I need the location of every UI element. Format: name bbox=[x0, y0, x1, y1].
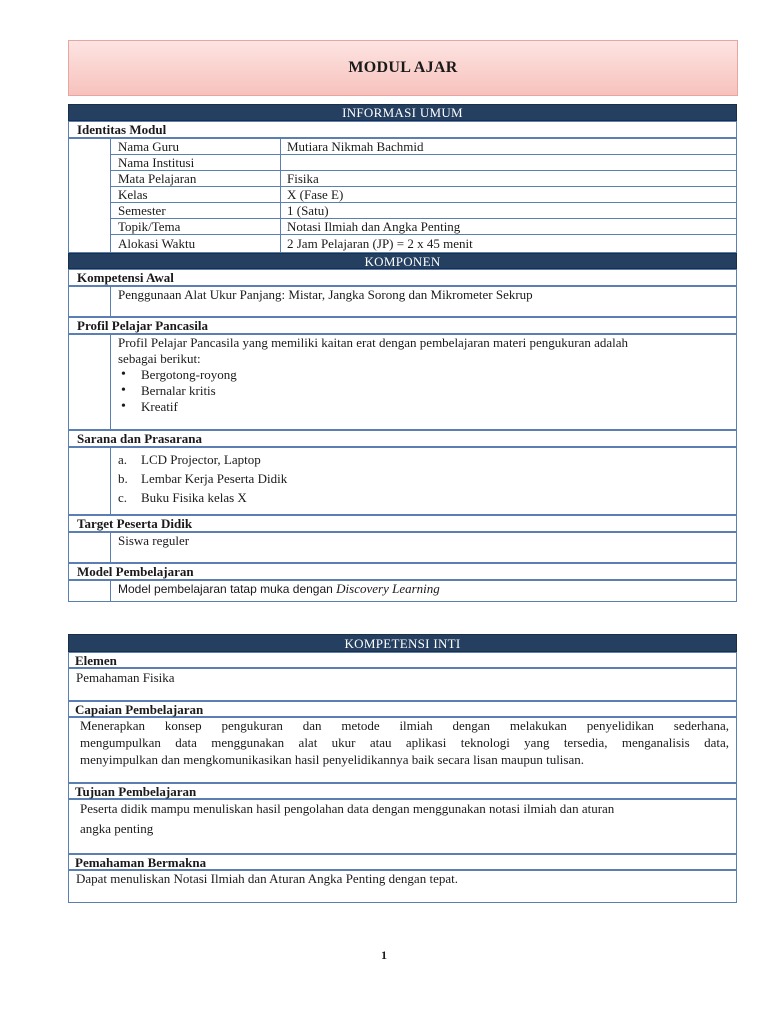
kompetensi-inti-header: KOMPETENSI INTI bbox=[68, 634, 737, 652]
row-value-cell bbox=[280, 202, 737, 219]
profil-item: • Bergotong-royong bbox=[111, 367, 237, 383]
row-value-kelas: X (Fase E) bbox=[287, 187, 344, 202]
pemahaman-label: Pemahaman Bermakna bbox=[68, 854, 737, 870]
model-text-italic: Discovery Learning bbox=[336, 581, 440, 596]
row-value-topik: Notasi Ilmiah dan Angka Penting bbox=[287, 219, 461, 234]
row-value-cell bbox=[280, 186, 737, 203]
row-value-alokasi-waktu: 2 Jam Pelajaran (JP) = 2 x 45 menit bbox=[287, 236, 473, 251]
profil-item: • Kreatif bbox=[111, 399, 237, 415]
profil-intro-line1: Profil Pelajar Pancasila yang memiliki kaitan erat dengan pembelajaran materi pengukuran adalah bbox=[118, 335, 629, 350]
model-label: Model Pembelajaran bbox=[68, 563, 737, 580]
profil-content bbox=[110, 334, 737, 430]
row-label-cell bbox=[110, 154, 281, 171]
capaian-label: Capaian Pembelajaran bbox=[68, 701, 737, 717]
capaian-content bbox=[68, 717, 737, 783]
identitas-indent-column bbox=[68, 138, 111, 253]
sarana-content bbox=[110, 447, 737, 515]
kompetensi-awal-text: Penggunaan Alat Ukur Panjang: Mistar, Jangka Sorong dan Mikrometer Sekrup bbox=[118, 287, 533, 302]
elemen-label: Elemen bbox=[68, 652, 737, 668]
row-label-cell bbox=[110, 186, 281, 203]
tujuan-line2: angka penting bbox=[80, 821, 154, 836]
row-value-mata-pelajaran: Fisika bbox=[287, 171, 319, 186]
komponen-header: KOMPONEN bbox=[68, 253, 737, 269]
elemen-text: Pemahaman Fisika bbox=[76, 670, 175, 685]
row-value-cell bbox=[280, 234, 737, 253]
sarana-item: Buku Fisika kelas X bbox=[141, 490, 247, 505]
row-value-cell bbox=[280, 154, 737, 171]
tujuan-label: Tujuan Pembelajaran bbox=[68, 783, 737, 799]
elemen-content bbox=[68, 668, 737, 701]
row-value-cell bbox=[280, 170, 737, 187]
target-content bbox=[110, 532, 737, 563]
row-label-nama-institusi: Nama Institusi bbox=[118, 155, 195, 170]
row-label-cell bbox=[110, 170, 281, 187]
row-label-kelas: Kelas bbox=[118, 187, 148, 202]
tujuan-line1: Peserta didik mampu menuliskan hasil pengolahan data dengan menggunakan notasi ilmiah dan aturan bbox=[80, 801, 615, 816]
row-label-cell bbox=[110, 234, 281, 253]
tujuan-content bbox=[68, 799, 737, 854]
profil-item: • Bernalar kritis bbox=[111, 383, 237, 399]
capaian-line1: Menerapkan konsep pengukuran dan metode ilmiah dengan melakukan penyelidikan sederhana, bbox=[80, 718, 729, 733]
sarana-item: LCD Projector, Laptop bbox=[141, 452, 261, 467]
profil-list bbox=[111, 367, 237, 415]
model-text-prefix: Model pembelajaran tatap muka dengan bbox=[118, 582, 337, 596]
model-indent bbox=[68, 580, 111, 602]
row-label-cell bbox=[110, 202, 281, 219]
row-value-nama-guru: Mutiara Nikmah Bachmid bbox=[287, 139, 424, 154]
row-label-semester: Semester bbox=[118, 203, 166, 218]
identitas-modul-label: Identitas Modul bbox=[68, 121, 737, 138]
model-content bbox=[110, 580, 737, 602]
informasi-umum-header: INFORMASI UMUM bbox=[68, 104, 737, 121]
kompetensi-awal-label: Kompetensi Awal bbox=[68, 269, 737, 286]
sarana-marker: c. bbox=[118, 490, 128, 505]
row-label-alokasi-waktu: Alokasi Waktu bbox=[118, 236, 196, 251]
sarana-indent bbox=[68, 447, 111, 515]
sarana-item: Lembar Kerja Peserta Didik bbox=[141, 471, 288, 486]
target-label: Target Peserta Didik bbox=[68, 515, 737, 532]
capaian-line2: mengumpulkan data menggunakan alat ukur atau aplikasi teknologi yang tersedia, menganalisis data, bbox=[80, 735, 729, 750]
model-text bbox=[118, 581, 440, 597]
profil-intro-line2: sebagai berikut: bbox=[118, 351, 201, 366]
row-value-cell bbox=[280, 138, 737, 155]
sarana-marker: a. bbox=[118, 452, 128, 467]
row-value-semester: 1 (Satu) bbox=[287, 203, 329, 218]
sarana-marker: b. bbox=[118, 471, 128, 486]
pemahaman-text: Dapat menuliskan Notasi Ilmiah dan Aturan Angka Penting dengan tepat. bbox=[76, 871, 458, 886]
row-label-nama-guru: Nama Guru bbox=[118, 139, 180, 154]
kompetensi-awal-indent bbox=[68, 286, 111, 317]
kompetensi-awal-content bbox=[110, 286, 737, 317]
sarana-label: Sarana dan Prasarana bbox=[68, 430, 737, 447]
page-number: 1 bbox=[381, 948, 387, 962]
target-indent bbox=[68, 532, 111, 563]
row-label-topik: Topik/Tema bbox=[118, 219, 181, 234]
document-title: MODUL AJAR bbox=[68, 40, 738, 96]
row-label-mata-pelajaran: Mata Pelajaran bbox=[118, 171, 197, 186]
row-label-cell bbox=[110, 218, 281, 235]
profil-indent bbox=[68, 334, 111, 430]
row-label-cell bbox=[110, 138, 281, 155]
capaian-line3: menyimpulkan dan mengkomunikasikan hasil penyelidikannya baik secara lisan maupun tulisan. bbox=[80, 752, 584, 767]
pemahaman-content bbox=[68, 870, 737, 903]
target-text: Siswa reguler bbox=[118, 533, 190, 548]
profil-pelajar-label: Profil Pelajar Pancasila bbox=[68, 317, 737, 334]
row-value-cell bbox=[280, 218, 737, 235]
